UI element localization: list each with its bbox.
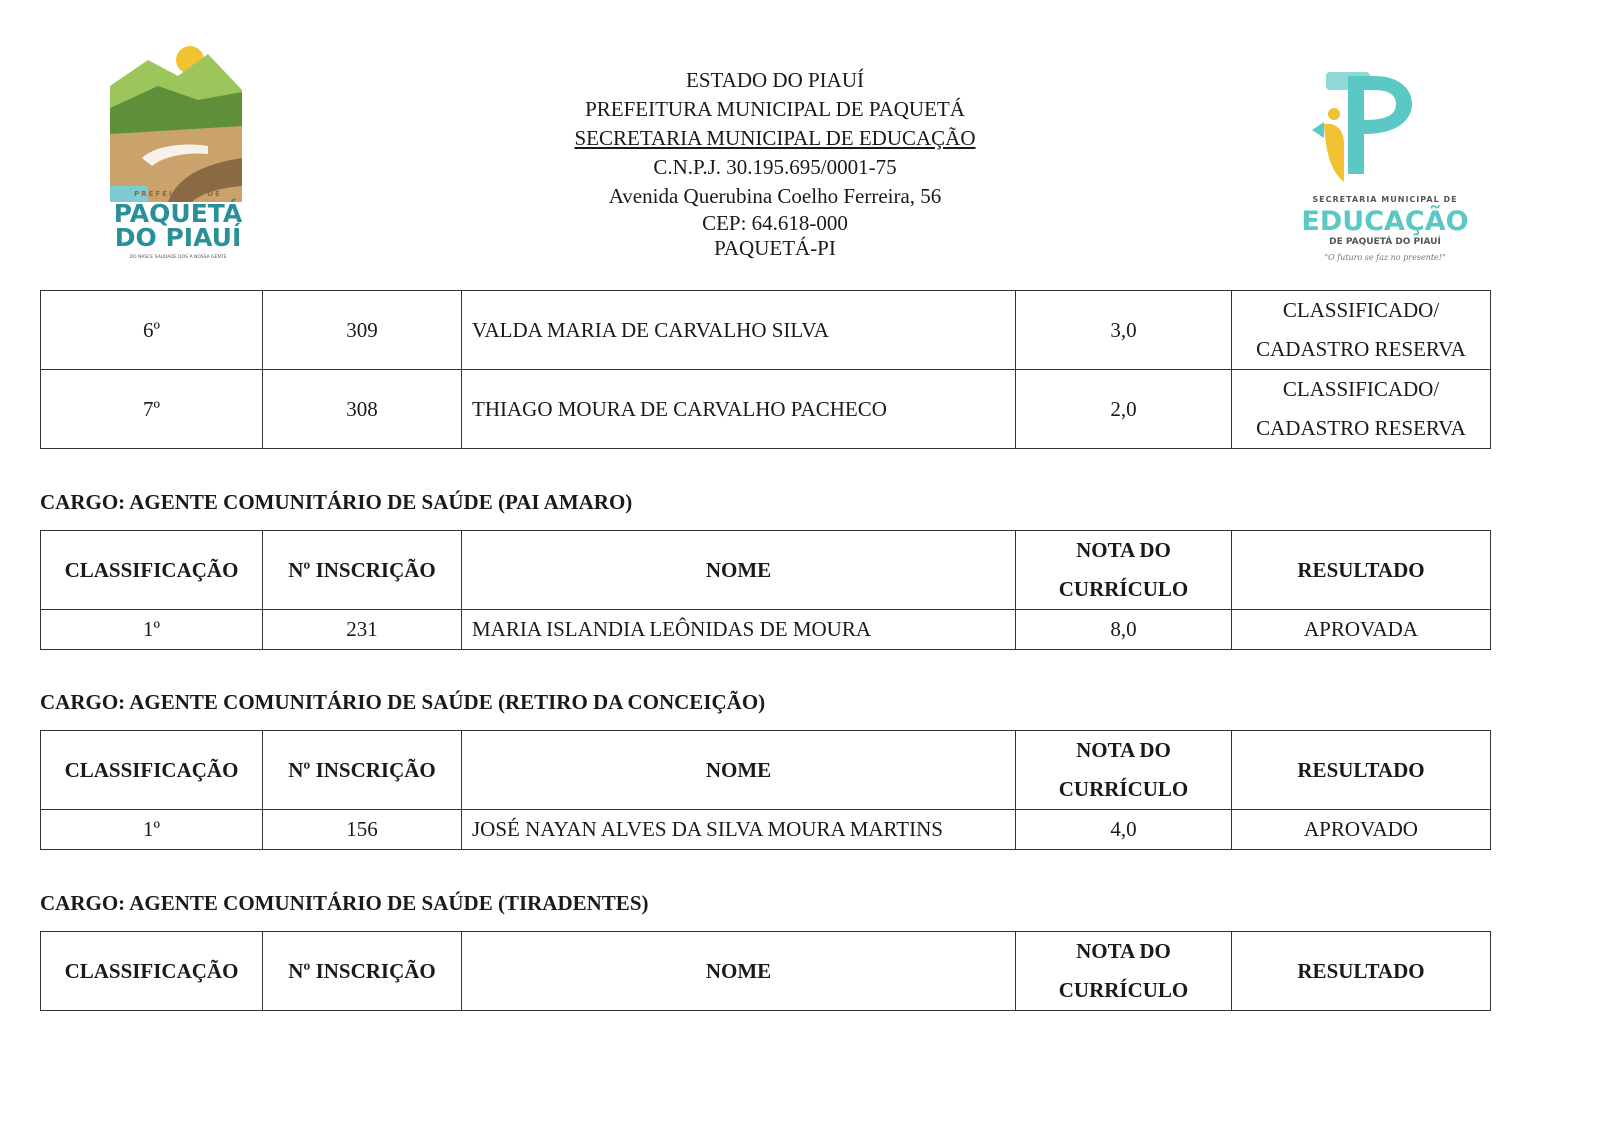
name-cell: VALDA MARIA DE CARVALHO SILVA	[462, 291, 1016, 370]
prefeitura-logo	[108, 46, 248, 264]
registration-cell: 156	[263, 810, 462, 850]
column-header-name: NOME	[462, 531, 1016, 610]
name-cell: JOSÉ NAYAN ALVES DA SILVA MOURA MARTINS	[462, 810, 1016, 850]
classification-cell: 1º	[41, 610, 263, 650]
logo-right-name: EDUCAÇÃO	[1301, 206, 1469, 237]
score-header-line-2: CURRÍCULO	[1058, 577, 1189, 601]
column-header-name: NOME	[462, 731, 1016, 810]
column-header-registration: Nº INSCRIÇÃO	[263, 932, 462, 1011]
logo-right-top-text: SECRETARIA MUNICIPAL DE	[1312, 195, 1458, 204]
registration-cell: 231	[263, 610, 462, 650]
header-state: ESTADO DO PIAUÍ	[686, 68, 864, 92]
logo-right-sub: DE PAQUETÁ DO PIAUÍ	[1329, 237, 1441, 247]
column-header-name: NOME	[462, 932, 1016, 1011]
header-city: PAQUETÁ-PI	[714, 236, 836, 260]
column-header-score	[1016, 932, 1232, 1011]
registration-cell: 309	[263, 291, 462, 370]
results-table-retiro-da-conceicao	[40, 730, 1491, 850]
column-header-score	[1016, 531, 1232, 610]
header-cep: CEP: 64.618-000	[702, 211, 848, 235]
table-row	[41, 610, 1491, 650]
column-header-classification: CLASSIFICAÇÃO	[41, 932, 263, 1011]
column-header-registration: Nº INSCRIÇÃO	[263, 731, 462, 810]
results-table-tiradentes	[40, 931, 1491, 1011]
logo-left-name-1: PAQUETÁ	[113, 199, 243, 228]
section-title-tiradentes: CARGO: AGENTE COMUNITÁRIO DE SAÚDE (TIRADENTES)	[40, 891, 649, 915]
column-header-registration: Nº INSCRIÇÃO	[263, 531, 462, 610]
document-header	[540, 66, 1010, 261]
logo-left-top-text: PREFEITURA DE	[134, 190, 222, 198]
table-row	[41, 291, 1491, 370]
header-address: Avenida Querubina Coelho Ferreira, 56	[608, 184, 942, 208]
logo-left-tagline: DO NASCE SAUDADE DOS À NOSSA GENTE	[129, 255, 227, 260]
column-header-result: RESULTADO	[1232, 932, 1491, 1011]
section-title-retiro-da-conceicao: CARGO: AGENTE COMUNITÁRIO DE SAÚDE (RETIRO DA CONCEIÇÃO)	[40, 690, 766, 714]
score-cell: 3,0	[1016, 291, 1232, 370]
column-header-score	[1016, 731, 1232, 810]
result-cell	[1232, 291, 1491, 370]
section-title-pai-amaro: CARGO: AGENTE COMUNITÁRIO DE SAÚDE (PAI AMARO)	[40, 490, 633, 514]
table-row	[41, 810, 1491, 850]
header-cnpj: C.N.P.J. 30.195.695/0001-75	[653, 155, 897, 179]
score-cell: 2,0	[1016, 370, 1232, 449]
column-header-result: RESULTADO	[1232, 531, 1491, 610]
score-header-line-1: NOTA DO	[1076, 738, 1171, 762]
score-header-line-2: CURRÍCULO	[1058, 978, 1189, 1002]
table-header-row	[41, 531, 1491, 610]
classification-cell: 1º	[41, 810, 263, 850]
logo-right-tagline: "O futuro se faz no presente!"	[1324, 253, 1446, 262]
table-row	[41, 370, 1491, 449]
secretaria-educacao-logo	[1300, 64, 1470, 270]
result-line-1: CLASSIFICADO/	[1282, 298, 1440, 322]
result-line-2: CADASTRO RESERVA	[1256, 337, 1466, 361]
result-cell: APROVADO	[1232, 810, 1491, 850]
result-line-2: CADASTRO RESERVA	[1256, 416, 1466, 440]
score-header-line-2: CURRÍCULO	[1058, 777, 1189, 801]
result-cell	[1232, 370, 1491, 449]
name-cell: THIAGO MOURA DE CARVALHO PACHECO	[462, 370, 1016, 449]
score-header-line-1: NOTA DO	[1076, 939, 1171, 963]
classification-cell: 7º	[41, 370, 263, 449]
table-header-row	[41, 731, 1491, 810]
result-cell: APROVADA	[1232, 610, 1491, 650]
score-header-line-1: NOTA DO	[1076, 538, 1171, 562]
score-cell: 8,0	[1016, 610, 1232, 650]
table-header-row	[41, 932, 1491, 1011]
result-line-1: CLASSIFICADO/	[1282, 377, 1440, 401]
logo-left-name-2: DO PIAUÍ	[114, 223, 242, 252]
column-header-classification: CLASSIFICAÇÃO	[41, 731, 263, 810]
column-header-classification: CLASSIFICAÇÃO	[41, 531, 263, 610]
score-cell: 4,0	[1016, 810, 1232, 850]
registration-cell: 308	[263, 370, 462, 449]
header-prefeitura: PREFEITURA MUNICIPAL DE PAQUETÁ	[585, 97, 965, 121]
column-header-result: RESULTADO	[1232, 731, 1491, 810]
name-cell: MARIA ISLANDIA LEÔNIDAS DE MOURA	[462, 610, 1016, 650]
classification-cell: 6º	[41, 291, 263, 370]
header-secretaria: SECRETARIA MUNICIPAL DE EDUCAÇÃO	[574, 126, 976, 150]
results-table-pai-amaro	[40, 530, 1491, 650]
continued-results-table	[40, 290, 1491, 449]
